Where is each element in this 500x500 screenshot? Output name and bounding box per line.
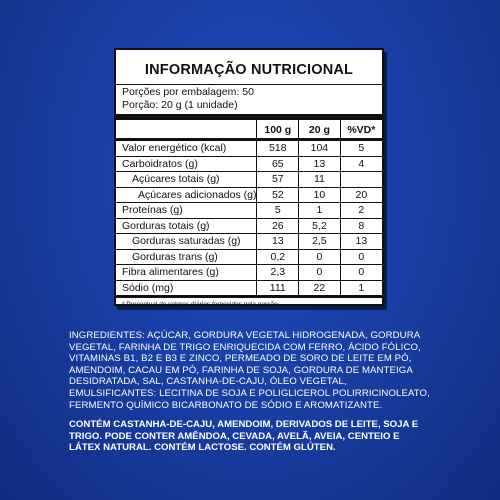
value-100g: 13 [257,234,299,250]
value-100g: 5 [257,203,299,219]
header-label-col [116,120,257,140]
value-vd [340,172,382,188]
value-20g: 5,2 [299,218,341,234]
nutrient-label: Carboidratos (g) [116,156,257,172]
nutrient-label: Fibra alimentares (g) [116,265,257,281]
nutrient-label: Açúcares totais (g) [116,172,257,188]
table-header-row [116,120,382,140]
footnote: * Percentual de valores diários fornecidos pela porção. [116,295,382,308]
value-20g: 13 [299,156,341,172]
nutrient-label: Gorduras totais (g) [116,218,257,234]
value-vd: 1 [340,280,382,295]
value-100g: 52 [257,187,299,203]
value-20g: 22 [299,280,341,295]
nutrient-rows [116,140,382,296]
serving-info [116,84,382,112]
nutrition-facts-panel [114,48,384,306]
header-20g: 20 g [299,120,341,140]
table-row [116,280,382,295]
value-vd: 20 [340,187,382,203]
table-row [116,265,382,281]
nutrition-title: INFORMAÇÃO NUTRICIONAL [144,62,354,78]
value-vd: 2 [340,203,382,219]
nutrient-label: Gorduras trans (g) [116,249,257,265]
value-100g: 65 [257,156,299,172]
nutrient-label: Valor energético (kcal) [116,140,257,157]
value-100g: 26 [257,218,299,234]
value-100g: 518 [257,140,299,157]
nutrient-label: Proteínas (g) [116,203,257,219]
ingredients-text: INGREDIENTES: AÇÚCAR, GORDURA VEGETAL HIDROGENADA, GORDURA VEGETAL, FARINHA DE TRIGO ENRIQUECIDA COM FERRO, ÁCIDO FÓLICO, VITAMINAS B1, B2 E B3 E ZINCO, PERMEADO DE SORO DE LEITE EM PÓ, AMENDOIM, CACAU EM PÓ, FARINHA DE SOJA, GORDURA DE MANTEIGA DESIDRATADA, SAL, CASTANHA-DE-CAJU, ÓLEO VEGETAL, EMULSIFICANTES: LECITINA DE SOJA E POLIGLICEROL POLIRRICINOLEATO, FERMENTO QUÍMICO BICARBONATO DE SÓDIO E AROMATIZANTE. [69,330,430,411]
value-100g: 0,2 [257,249,299,265]
value-20g: 104 [299,140,341,157]
table-row [116,203,382,219]
table-row [116,234,382,250]
table-row [116,249,382,265]
value-vd: 5 [340,140,382,157]
value-100g: 57 [257,172,299,188]
header-100g: 100 g [257,120,299,140]
value-100g: 2,3 [257,265,299,281]
value-vd: 0 [340,265,382,281]
table-row [116,140,382,157]
value-20g: 0 [299,249,341,265]
value-vd: 8 [340,218,382,234]
value-20g: 0 [299,265,341,281]
table-row [116,218,382,234]
allergens-text: CONTÉM CASTANHA-DE-CAJU, AMENDOIM, DERIVADOS DE LEITE, SOJA E TRIGO. PODE CONTER AMÊNDOA, CEVADA, AVELÃ, AVEIA, CENTEIO E LÁTEX NATURAL. CONTÉM LACTOSE. CONTÉM GLÚTEN. [69,419,419,454]
table-row [116,187,382,203]
table-row [116,172,382,188]
portion-size: Porção: 20 g (1 unidade) [122,99,238,111]
value-20g: 2,5 [299,234,341,250]
servings-per-package: Porções por embalagem: 50 [122,86,254,98]
value-20g: 11 [299,172,341,188]
nutrient-label: Sódio (mg) [116,280,257,295]
nutrient-label: Açúcares adicionados (g) [116,187,257,203]
table-row [116,156,382,172]
value-vd: 4 [340,156,382,172]
nutrient-label: Gorduras saturadas (g) [116,234,257,250]
nutrition-table [116,120,382,295]
value-vd: 0 [340,249,382,265]
value-vd: 13 [340,234,382,250]
value-20g: 1 [299,203,341,219]
value-100g: 111 [257,280,299,295]
header-vd: %VD* [340,120,382,140]
value-20g: 10 [299,187,341,203]
